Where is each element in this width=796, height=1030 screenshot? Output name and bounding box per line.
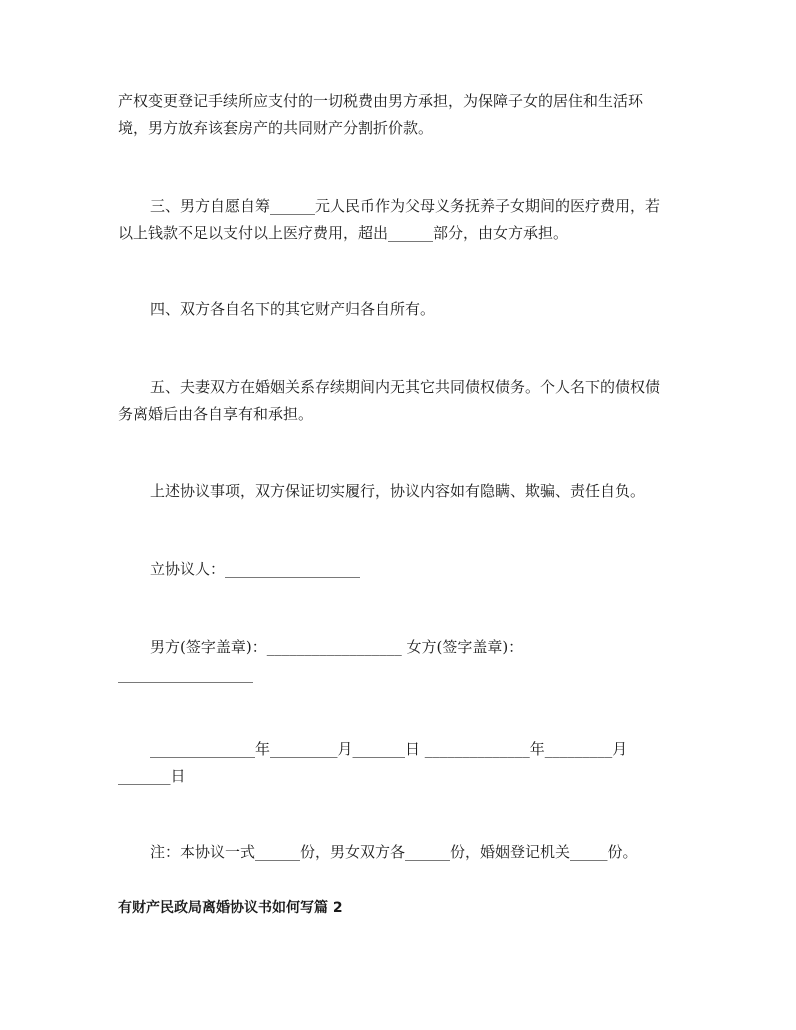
text-line: 四、双方各自名下的其它财产归各自所有。 [150, 300, 436, 318]
paragraph-guarantee [118, 478, 680, 505]
text-line: 五、夫妻双方在婚姻关系存续期间内无其它共同债权债务。个人名下的债权债 [150, 378, 661, 396]
text-line: 注：本协议一式______份，男女双方各______份，婚姻登记机关_____份。 [150, 843, 638, 861]
paragraph-signatures [118, 634, 680, 688]
text-line: __________________ [118, 665, 253, 683]
text-line: 上述协议事项，双方保证切实履行，协议内容如有隐瞒、欺骗、责任自负。 [150, 482, 646, 500]
text-line: 立协议人：__________________ [150, 560, 361, 578]
text-line: 以上钱款不足以支付以上医疗费用，超出______部分，由女方承担。 [118, 224, 569, 242]
text-line: 产权变更登记手续所应支付的一切税费由男方承担，为保障子女的居住和生活环 [118, 92, 644, 110]
section-heading [118, 895, 680, 922]
paragraph-dates [118, 736, 680, 790]
paragraph-signatories [118, 556, 680, 583]
text-line: 境，男方放弃该套房产的共同财产分割折价款。 [118, 119, 434, 137]
paragraph-clause-five [118, 374, 680, 428]
text-line: 男方(签字盖章)：__________________ 女方(签字盖章)： [150, 638, 524, 656]
paragraph-clause-three [118, 193, 680, 247]
paragraph-property-transfer [118, 88, 680, 142]
section-heading-text: 有财产民政局离婚协议书如何写篇 2 [118, 900, 343, 916]
paragraph-clause-four [118, 296, 680, 323]
text-line: 务离婚后由各自享有和承担。 [118, 405, 314, 423]
text-line: _______日 [118, 767, 186, 785]
text-line: 三、男方自愿自筹______元人民币作为父母义务抚养子女期间的医疗费用，若 [150, 197, 661, 215]
paragraph-note [118, 839, 680, 866]
text-line: ______________年_________月_______日 ______________年_________月 [150, 740, 628, 758]
